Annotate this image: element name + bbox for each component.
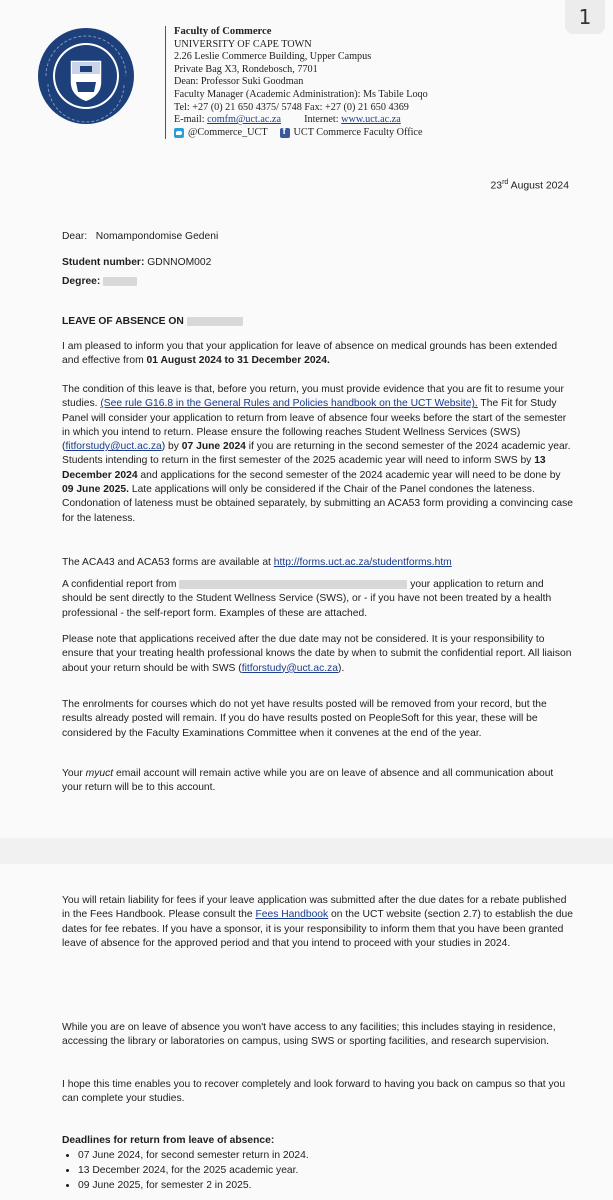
recipient-name: Nomampondomise Gedeni bbox=[95, 231, 219, 242]
paragraph-6: The enrolments for courses which do not yet have results posted will be removed from your record, but the results already posted will remain. If you do have results posted on PeopleSoft for this year, these will be considered by the Faculty Examinations Committee when it convenes at the end of the year. bbox=[62, 699, 547, 739]
email-link[interactable]: comfm@uct.ac.za bbox=[207, 114, 281, 126]
faculty-name: Faculty of Commerce bbox=[174, 26, 272, 37]
date-suffix: rd bbox=[502, 179, 509, 186]
paragraph-3: The ACA43 and ACA53 forms are available at http://forms.uct.ac.za/studentforms.htm bbox=[62, 557, 452, 568]
subject-text: LEAVE OF ABSENCE ON bbox=[62, 316, 184, 327]
salutation bbox=[62, 230, 574, 244]
degree-label: Degree: bbox=[62, 276, 101, 287]
redacted-subject bbox=[187, 317, 243, 326]
contact-line bbox=[174, 114, 554, 127]
faculty-manager-line: Faculty Manager (Academic Administration): Ms Tabile Loqo bbox=[174, 88, 428, 100]
email-label: E-mail: bbox=[174, 114, 208, 126]
fees-handbook-link[interactable]: Fees Handbook bbox=[255, 909, 329, 921]
rules-link[interactable]: (See rule G16.8 in the General Rules and Policies handbook on the UCT Website). bbox=[100, 398, 478, 410]
paragraph-9: While you are on leave of absence you won't have access to any facilities; this includes staying in residence, accessing the library or laboratories on campus, using SWS or sporting facilities, and research supervision. bbox=[62, 1022, 556, 1048]
dean-line: Dean: Professor Suki Goodman bbox=[174, 76, 304, 88]
deadlines-list bbox=[62, 1148, 562, 1193]
paragraph-7: Your myuct email account will remain active while you are on leave of absence and all communication about your return will be to this account. bbox=[62, 768, 554, 794]
twitter-handle[interactable]: @Commerce_UCT bbox=[188, 126, 268, 138]
address-line-1: 2.26 Leslie Commerce Building, Upper Campus bbox=[174, 51, 372, 63]
social-line bbox=[174, 127, 554, 140]
fitforstudy-email-link-2[interactable]: fitforstudy@uct.ac.za bbox=[241, 662, 339, 674]
address-line-2: Private Bag X3, Rondebosch, 7701 bbox=[174, 63, 318, 75]
paragraph-2: The condition of this leave is that, before you return, you must provide evidence that you are fit to resume your studies. (See rule G16.8 in the General Rules and Policies handbook on the UCT Website). The Fit for Study Panel will consider your application to return from leave of absence four weeks before the start of the semester in which you intend to return. Please ensure the following reaches Student Wellness Services (SWS) (fitforstudy@uct.ac.za) by 07 June 2024 if you are returning in the second semester of the 2024 academic year. Students intending to return in the first semester of the 2025 academic year will need to inform SWS by 13 December 2024 and applications for the second semester of the 2024 academic year will need to be done by 09 June 2025. Late applications will only be considered if the Chair of the Panel condones the lateness. Condonation of lateness must be obtained separately, by submitting an ACA53 form providing a convincing case for the lateness. bbox=[62, 384, 573, 524]
website-link[interactable]: www.uct.ac.za bbox=[341, 114, 401, 126]
paragraph-1: I am pleased to inform you that your application for leave of absence on medical grounds has been extended and effective from 01 August 2024 to 31 December 2024. bbox=[62, 341, 558, 367]
salutation-label: Dear: bbox=[62, 231, 88, 242]
degree-row bbox=[62, 275, 574, 289]
forms-link[interactable]: http://forms.uct.ac.za/studentforms.htm bbox=[273, 557, 452, 568]
letter-date bbox=[491, 179, 569, 191]
page-number-badge: 1 bbox=[565, 0, 605, 34]
student-number: GDNNOM002 bbox=[147, 257, 212, 268]
letterhead bbox=[165, 26, 554, 139]
paragraph-8: You will retain liability for fees if your leave application was submitted after the due dates for a rebate published in the Fees Handbook. Please consult the Fees Handbook on the UCT website (section 2.7) to establish the due dates for fee rebates. If you have a sponsor, it is your responsibility to inform them that you have been granted leave of absence for the approved period and that you intend to proceed with your studies in 2024. bbox=[62, 895, 573, 949]
page-break bbox=[0, 838, 613, 864]
redacted-degree bbox=[103, 277, 137, 286]
internet-label: Internet: bbox=[304, 114, 342, 126]
university-name: UNIVERSITY OF CAPE TOWN bbox=[174, 38, 312, 50]
deadline-item: • 13 December 2024, for the 2025 academic year. bbox=[78, 1163, 562, 1178]
tel-fax-line: Tel: +27 (0) 21 650 4375/ 5748 Fax: +27 (0) 21 650 4369 bbox=[174, 101, 409, 113]
deadlines-section bbox=[62, 1133, 562, 1193]
deadline-item: • 09 June 2025, for semester 2 in 2025. bbox=[78, 1178, 562, 1193]
fitforstudy-email-link[interactable]: fitforstudy@uct.ac.za bbox=[65, 441, 162, 453]
twitter-icon bbox=[174, 128, 184, 138]
deadline-item: • 07 June 2024, for second semester return in 2024. bbox=[78, 1148, 562, 1163]
subject-line bbox=[62, 315, 574, 329]
uct-crest-logo bbox=[36, 26, 136, 126]
student-number-row bbox=[62, 256, 574, 270]
redacted-report-source bbox=[179, 580, 407, 589]
date-day: 23 bbox=[490, 180, 503, 192]
paragraph-10: I hope this time enables you to recover completely and look forward to having you back on campus so that you can complete your studies. bbox=[62, 1079, 566, 1105]
date-month-year: August 2024 bbox=[508, 180, 569, 192]
student-number-label: Student number: bbox=[62, 257, 145, 268]
paragraph-4: A confidential report from your application to return and should be sent directly to the Student Wellness Service (SWS), or - if you have not been treated by a health professional - the self-report form. Examples of these are attached. bbox=[62, 579, 552, 619]
deadlines-heading: Deadlines for return from leave of absence: bbox=[62, 1135, 275, 1146]
facebook-icon bbox=[280, 128, 290, 138]
facebook-page[interactable]: UCT Commerce Faculty Office bbox=[293, 126, 423, 138]
paragraph-5: Please note that applications received after the due date may not be considered. It is your responsibility to ensure that your treating health professional knows the date by when to submit the confidential report. All liaison about your return should be with SWS (fitforstudy@uct.ac.za). bbox=[62, 634, 572, 674]
